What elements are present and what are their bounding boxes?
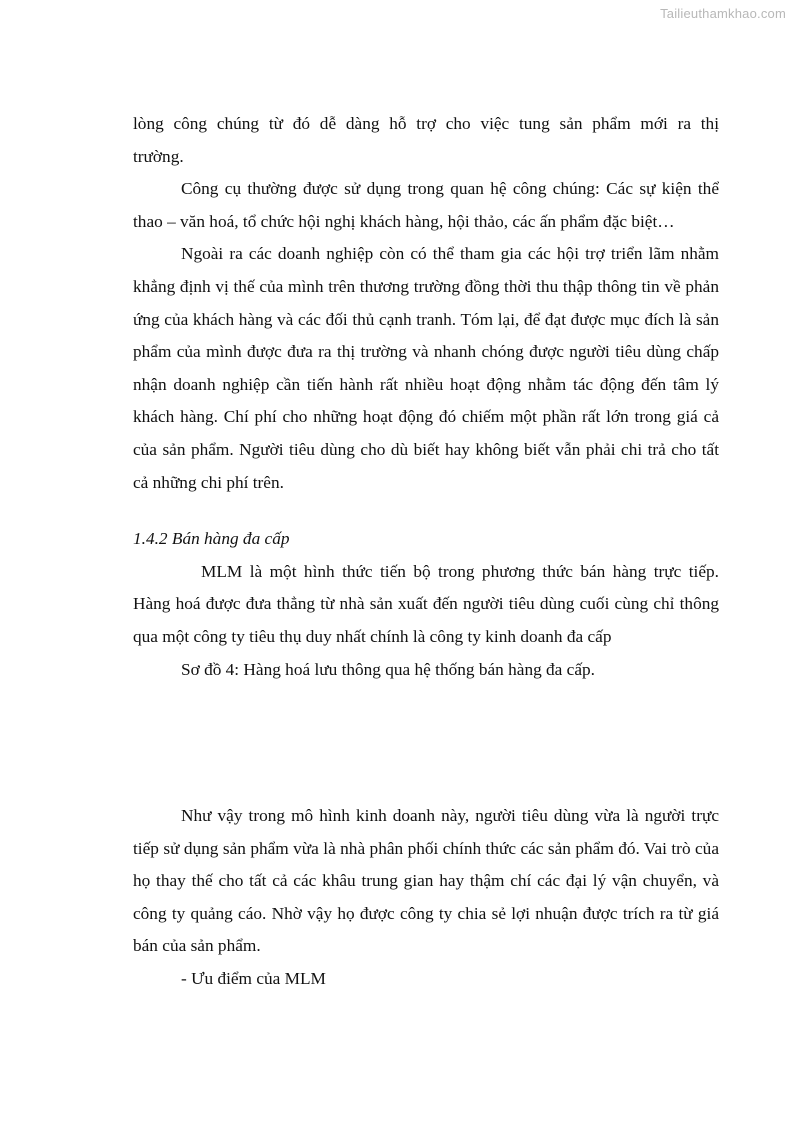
paragraph-intro [133,108,719,173]
spacer [133,499,719,523]
paragraph-mlm-model: Như vậy trong mô hình kinh doanh này, người tiêu dùng vừa là người trực tiếp sử dụng sản phẩm vừa là nhà phân phối chính thức các sản phẩm đó. Vai trò của họ thay thế cho tất cả các khâu trung gian hay thậm chí các đại lý vận chuyển, và công ty quảng cáo. Nhờ vậy họ được công ty chia sẻ lợi nhuận được trích ra từ giá bán của sản phẩm. [133,806,719,956]
paragraph-intro-line-1: lòng công chúng từ đó dễ dàng hỗ trợ cho việc tung sản phẩm mới ra thị [133,114,719,133]
paragraph-mlm-definition: MLM là một hình thức tiến bộ trong phương thức bán hàng trực tiếp. Hàng hoá được đưa thẳng từ nhà sản xuất đến người tiêu dùng cuối cùng chỉ thông qua một công ty tiêu thụ duy nhất chính là công ty kinh doanh đa cấp [133,561,719,646]
paragraph-exhibitions: Ngoài ra các doanh nghiệp còn có thể tham gia các hội trợ triển lãm nhằm khẳng định vị thế của mình trên thương trường đồng thời thu thập thông tin về phản ứng của khách hàng và các đối thủ cạnh tranh. Tóm lại, để đạt được mục đích là sản phẩm của mình được đưa ra thị trường và nhanh chóng được người tiêu dùng chấp nhận doanh nghiệp cần tiến hành rất nhiều hoạt động nhằm tác động đến tâm lý khách hàng. Chí phí cho những hoạt động đó chiếm một phần rất lớn trong giá cả của sản phẩm. Người tiêu dùng cho dù biết hay không biết vẫn phải chi trả cho tất cả những chi phí trên. [133,244,719,492]
watermark: Tailieuthamkhao.com [660,6,786,21]
paragraph-pr-tools: Công cụ thường được sử dụng trong quan hệ công chúng: Các sự kiện thể thao – văn hoá, tổ chức hội nghị khách hàng, hội thảo, các ấn phẩm đặc biệt… [133,179,719,231]
diagram-placeholder [133,686,719,800]
paragraph-mlm-advantages: - Ưu điểm của MLM [181,969,326,989]
diagram-caption: Sơ đồ 4: Hàng hoá lưu thông qua hệ thống bán hàng đa cấp. [181,659,595,679]
document-body [133,108,719,996]
section-heading: 1.4.2 Bán hàng đa cấp [133,529,290,549]
paragraph-intro-line-2: trường. [133,146,184,166]
